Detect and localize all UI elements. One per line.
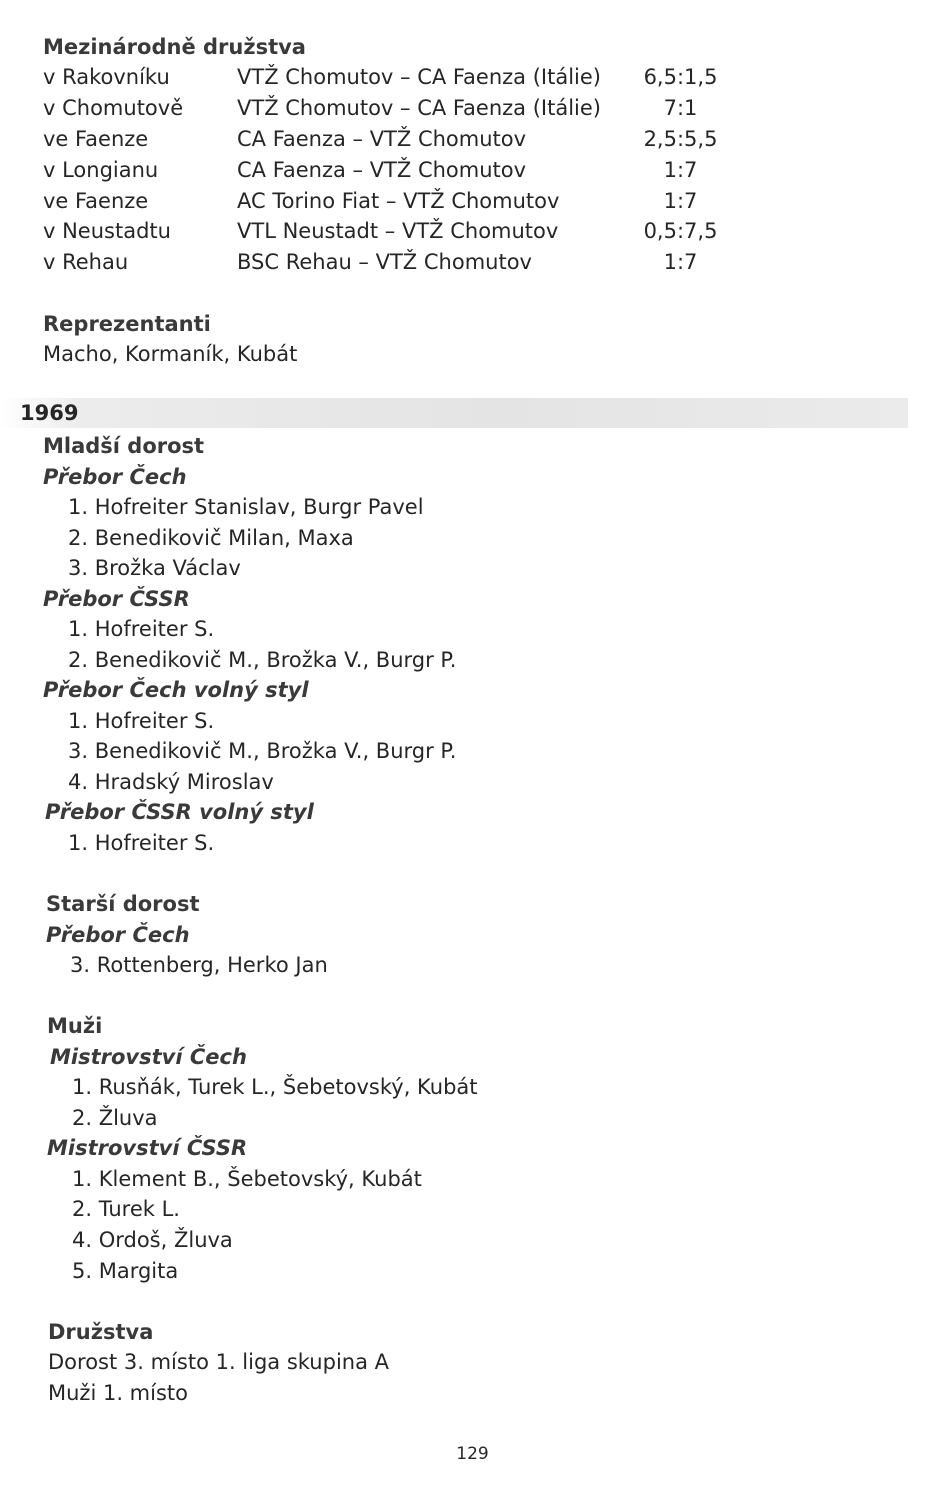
match-teams: VTL Neustadt – VTŽ Chomutov	[237, 219, 559, 243]
match-teams: CA Faenza – VTŽ Chomutov	[237, 158, 527, 182]
match-row	[0, 62, 945, 92]
match-row	[0, 93, 945, 123]
list-item: 2. Benedikovič Milan, Maxa	[68, 526, 354, 550]
list-item: 1. Hofreiter Stanislav, Burgr Pavel	[68, 495, 424, 519]
match-score: 1:7	[663, 250, 698, 274]
list-item: 4. Ordoš, Žluva	[72, 1228, 233, 1252]
younger-cech-free-title: Přebor Čech volný styl	[43, 678, 309, 702]
list-item: 3. Brožka Václav	[68, 556, 241, 580]
match-teams: VTŽ Chomutov – CA Faenza (Itálie)	[237, 65, 601, 89]
list-item: 4. Hradský Miroslav	[68, 770, 274, 794]
match-score: 2,5:5,5	[643, 127, 718, 151]
list-item: 2. Benedikovič M., Brožka V., Burgr P.	[68, 648, 457, 672]
match-place: v Rakovníku	[43, 65, 170, 89]
match-score: 1:7	[663, 158, 698, 182]
match-row	[0, 186, 945, 216]
younger-heading: Mladší dorost	[43, 434, 205, 458]
representatives-names: Macho, Kormaník, Kubát	[43, 342, 298, 366]
year-bar	[0, 398, 908, 428]
match-place: v Longianu	[43, 158, 159, 182]
men-cssr-title: Mistrovství ČSSR	[47, 1136, 248, 1160]
younger-cssr-free-title: Přebor ČSSR volný styl	[45, 800, 314, 824]
list-item: 1. Hofreiter S.	[68, 709, 215, 733]
match-score: 7:1	[663, 96, 698, 120]
match-place: ve Faenze	[43, 189, 149, 213]
list-item: 2. Žluva	[72, 1106, 158, 1130]
match-row	[0, 124, 945, 154]
match-row	[0, 155, 945, 185]
match-teams: VTŽ Chomutov – CA Faenza (Itálie)	[237, 96, 601, 120]
list-item: 2. Turek L.	[72, 1197, 180, 1221]
teams-line: Dorost 3. místo 1. liga skupina A	[48, 1350, 389, 1374]
match-score: 0,5:7,5	[643, 219, 718, 243]
list-item: 1. Rusňák, Turek L., Šebetovský, Kubát	[72, 1075, 478, 1099]
younger-cech-title: Přebor Čech	[43, 465, 187, 489]
match-place: v Neustadtu	[43, 219, 171, 243]
match-row	[0, 216, 945, 246]
match-place: v Chomutově	[43, 96, 184, 120]
older-heading: Starší dorost	[46, 892, 200, 916]
list-item: 1. Hofreiter S.	[68, 617, 215, 641]
match-place: ve Faenze	[43, 127, 149, 151]
younger-cssr-title: Přebor ČSSR	[43, 587, 190, 611]
list-item: 5. Margita	[72, 1259, 179, 1283]
men-heading: Muži	[47, 1014, 103, 1038]
match-place: v Rehau	[43, 250, 129, 274]
list-item: 1. Klement B., Šebetovský, Kubát	[72, 1167, 422, 1191]
list-item: 3. Rottenberg, Herko Jan	[70, 953, 328, 977]
match-row	[0, 247, 945, 277]
teams-heading: Družstva	[48, 1320, 154, 1344]
men-cech-title: Mistrovství Čech	[50, 1045, 247, 1069]
match-teams: BSC Rehau – VTŽ Chomutov	[237, 250, 532, 274]
older-cech-title: Přebor Čech	[46, 923, 190, 947]
page-number: 129	[456, 1444, 489, 1464]
teams-line: Muži 1. místo	[48, 1381, 188, 1405]
international-heading: Mezinárodně družstva	[43, 35, 306, 59]
list-item: 3. Benedikovič M., Brožka V., Burgr P.	[68, 739, 457, 763]
match-teams: CA Faenza – VTŽ Chomutov	[237, 127, 527, 151]
list-item: 1. Hofreiter S.	[68, 831, 215, 855]
match-score: 1:7	[663, 189, 698, 213]
match-teams: AC Torino Fiat – VTŽ Chomutov	[237, 189, 560, 213]
representatives-heading: Reprezentanti	[43, 312, 211, 336]
year-label: 1969	[20, 401, 79, 425]
match-score: 6,5:1,5	[643, 65, 718, 89]
